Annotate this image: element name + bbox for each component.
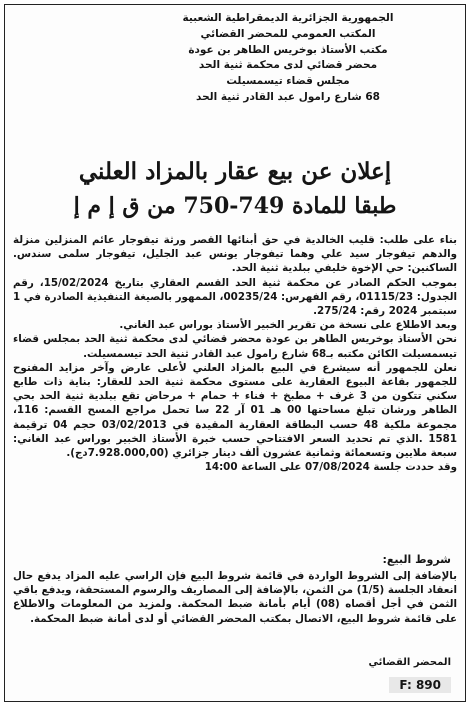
announcement-page: [4, 4, 466, 702]
header-line: 68 شارع رامول عبد القادر ثنية الحد: [196, 90, 380, 103]
office-header: [123, 11, 453, 106]
conditions-text: بالإضافة إلى الشروط الواردة في قائمة شروط البيع فإن الراسي عليه المزاد يدفع حال انعقاد الجلسة (1/5) من الثمن، بالإضافة إلى المصاريف والرسوم المستحقة، ويدفع باقي الثمن في أجل أقصاه (08) أيام بأمانة ضبط المحكمة. ولمزيد من المعلومات والاطلاع على قائمة شروط البيع، الاتصال بمكتب المحضر القضائي أو لدى أمانة ضبط المحكمة.: [13, 570, 458, 625]
announcement-body: [13, 233, 457, 474]
paragraph-judgment: بموجب الحكم الصادر عن محكمة ثنية الحد القسم العقاري بتاريخ 15/02/2024، رقم الجدول: 01115/23، رقم الفهرس: 00235/24، الممهور بالصيغة التنفيذية الصادرة في 1 سبتمبر 2024 رقم: 275/24.: [13, 276, 457, 318]
paragraph-expert: وبعد الاطلاع على نسخة من تقرير الخبير الأستاذ بوراس عبد الغاني.: [119, 319, 457, 332]
announcement-title: إعلان عن بيع عقار بالمزاد العلني: [78, 158, 392, 185]
header-line: الجمهورية الجزائرية الديمقراطية الشعبية: [182, 12, 394, 24]
paragraph-session: وقد حددت جلسة 07/08/2024 على الساعة 14:00: [204, 461, 457, 474]
reference-code: F: 890: [389, 677, 451, 693]
header-line: مكتب الأستاذ بوخريس الطاهر بن عودة: [188, 43, 388, 56]
header-line: المكتب العمومي للمحضر القضائي: [200, 27, 376, 40]
announcement-subtitle: طبقا للمادة 749-750 من ق إ م إ: [73, 193, 397, 219]
paragraph-requester: بناء على طلب: قليب الخالدية في حق أبنائها القصر ورثة تيفوجار عائم المنزلين منزلة والدهم تيفوجار سيد علي وهما تيفوجار يونس عبد الجليل، تيفوجار سلمى سندس. الساكنين: حي الإخوة خليفي ببلدية ثنية الحد.: [13, 234, 457, 275]
conditions-heading: شروط البيع:: [382, 553, 451, 566]
paragraph-bailiff: نحن الأستاذ بوخريس الطاهر بن عودة محضر قضائي لدى محكمة ثنية الحد بمجلس قضاء تيسمسيلت الكائن مكتبه بـ68 شارع رامول عبد القادر ثنية الحد تيسمسيلت.: [13, 333, 457, 360]
header-line: مجلس قضاء تيسمسيلت: [226, 75, 350, 88]
header-line: محضر قضائي لدى محكمة ثنية الحد: [198, 59, 378, 72]
paragraph-property: نعلن للجمهور أنه سيشرع في البيع بالمزاد العلني لأعلى عارض وآخر مزايد المفتوح للجمهور بقاعة البيوع العقارية على مستوى محكمة ثنية الحد للعقار: بناية ذات طابع سكني تتكون من 3 غرف + مطبخ + فناء + حمام + مرحاض تقع ببلدية ثنية الحد بحي الطاهر ورشان تبلغ مساحتها 00 هـ 01 آر 22 سا تحمل مراجع المسح القسم: 116، مجموعة ملكية 48 حسب البطاقة العقارية المقيدة في 03/02/2013 حجم 04 ترقيمة 1581 .الذي تم تحديد السعر الافتتاحي حسب خبرة الأستاذ الخبير بوراس عبد الغاني: سبعة ملايين وتسعمائة وثمانية عشرون ألف دينار جزائري (7.928.000,00دج).: [13, 361, 457, 460]
signature: المحضر القضائي: [368, 657, 451, 668]
